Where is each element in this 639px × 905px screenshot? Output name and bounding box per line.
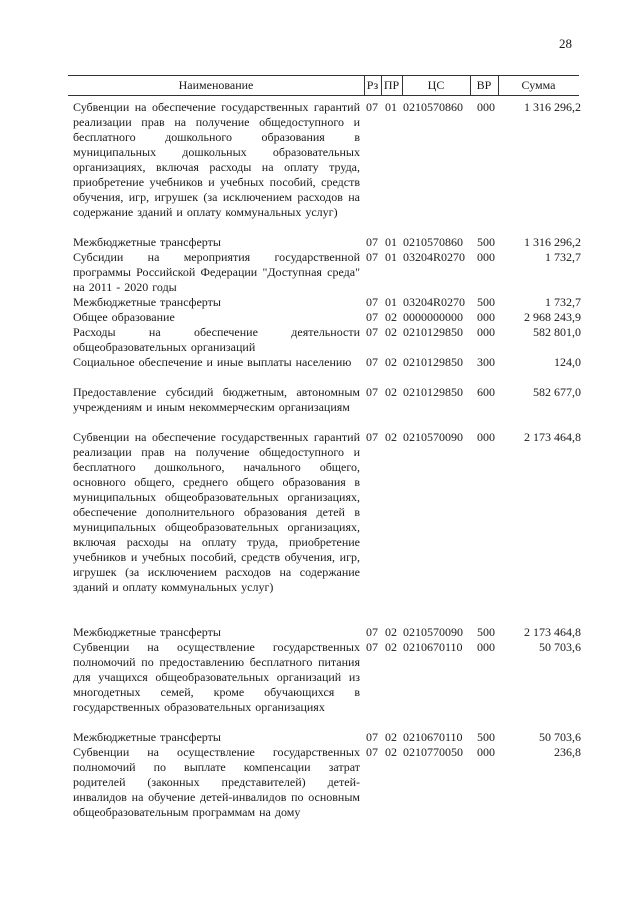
row-sum: 50 703,6 <box>539 640 581 654</box>
row-cs: 0000000000 <box>403 310 463 324</box>
row-pr: 01 <box>385 295 397 309</box>
page-number: 28 <box>559 36 572 51</box>
row-vr: 000 <box>477 325 495 339</box>
table-header <box>68 75 579 96</box>
row-rz: 07 <box>366 100 378 114</box>
row-pr: 02 <box>385 325 397 339</box>
table-row <box>0 355 639 385</box>
row-pr: 01 <box>385 100 397 114</box>
row-cs: 0210129850 <box>403 325 463 339</box>
row-vr: 500 <box>477 235 495 249</box>
row-vr: 300 <box>477 355 495 369</box>
header-name: Наименование <box>178 78 254 92</box>
table-row <box>0 100 639 235</box>
row-pr: 02 <box>385 430 397 444</box>
row-sum: 2 173 464,8 <box>524 625 581 639</box>
table-row <box>0 310 639 325</box>
row-cs: 03204R0270 <box>403 250 466 264</box>
row-vr: 500 <box>477 730 495 744</box>
row-pr: 01 <box>385 250 397 264</box>
row-vr: 600 <box>477 385 495 399</box>
row-cs: 0210570860 <box>403 235 463 249</box>
row-sum: 1 732,7 <box>545 295 581 309</box>
row-cs: 0210670110 <box>403 730 463 744</box>
row-cs: 0210570090 <box>403 625 463 639</box>
row-cs: 0210129850 <box>403 385 463 399</box>
row-rz: 07 <box>366 235 378 249</box>
table-row <box>0 745 639 835</box>
table-row <box>0 325 639 355</box>
row-cs: 0210570860 <box>403 100 463 114</box>
row-sum: 236,8 <box>554 745 581 759</box>
row-vr: 000 <box>477 745 495 759</box>
row-pr: 02 <box>385 745 397 759</box>
row-sum: 582 677,0 <box>533 385 581 399</box>
row-vr: 500 <box>477 625 495 639</box>
header-sum: Сумма <box>521 78 556 92</box>
row-rz: 07 <box>366 730 378 744</box>
table-row <box>0 730 639 745</box>
row-sum: 2 968 243,9 <box>524 310 581 324</box>
table-row <box>0 235 639 250</box>
row-rz: 07 <box>366 295 378 309</box>
row-name: Межбюджетные трансферты <box>73 295 221 309</box>
row-rz: 07 <box>366 385 378 399</box>
header-vr: ВР <box>476 78 492 92</box>
row-name: Предоставление субсидий бюджетным, автономным учреждениям и иным некоммерческим организациям <box>73 385 360 414</box>
header-cs: ЦС <box>427 78 445 92</box>
header-pr: ПР <box>383 78 400 92</box>
row-rz: 07 <box>366 430 378 444</box>
row-name: Межбюджетные трансферты <box>73 730 221 744</box>
row-pr: 02 <box>385 640 397 654</box>
row-sum: 50 703,6 <box>539 730 581 744</box>
row-name: Субвенции на осуществление государственных полномочий по предоставлению бесплатного питания для учащихся общеобразовательных организаций из многодетных семей, кроме обучающихся в государственных образовательных организациях <box>73 640 360 714</box>
row-name: Субвенции на обеспечение государственных гарантий реализации прав на получение общедоступного и бесплатного дошкольного, начального общего, основного общего, среднего общего образования в муниципальных общеобразовательных организациях, обеспечение дополнительного образования детей в муниципальных общеобразовательных организациях, включая расходы на оплату труда, приобретение учебников и учебных пособий, средств обучения, игр, игрушек (за исключением расходов на содержание зданий и оплату коммунальных услуг) <box>73 430 360 594</box>
row-name: Субвенции на обеспечение государственных гарантий реализации прав на получение общедоступного и бесплатного дошкольного образования в муниципальных дошкольных образовательных организациях, включая расходы на оплату труда, приобретение учебников и учебных пособий, средств обучения, игр, игрушек (за исключением расходов на содержание зданий и оплату коммунальных услуг) <box>73 100 360 219</box>
row-sum: 1 316 296,2 <box>524 100 581 114</box>
row-pr: 02 <box>385 355 397 369</box>
header-rz: Рз <box>366 78 379 92</box>
row-name: Субсидии на мероприятия государственной программы Российской Федерации "Доступная среда" на 2011 - 2020 годы <box>73 250 360 294</box>
row-pr: 02 <box>385 385 397 399</box>
row-rz: 07 <box>366 250 378 264</box>
row-name: Межбюджетные трансферты <box>73 235 221 249</box>
row-sum: 1 316 296,2 <box>524 235 581 249</box>
row-pr: 02 <box>385 730 397 744</box>
row-pr: 02 <box>385 310 397 324</box>
table-row <box>0 430 639 625</box>
row-vr: 000 <box>477 100 495 114</box>
table-row <box>0 640 639 730</box>
table-row <box>0 385 639 430</box>
row-cs: 0210129850 <box>403 355 463 369</box>
row-sum: 124,0 <box>554 355 581 369</box>
row-cs: 0210670110 <box>403 640 463 654</box>
budget-table-body <box>0 100 639 835</box>
table-row <box>0 625 639 640</box>
row-vr: 500 <box>477 295 495 309</box>
row-name: Расходы на обеспечение деятельности общеобразовательных организаций <box>73 325 360 354</box>
row-cs: 03204R0270 <box>403 295 466 309</box>
row-sum: 1 732,7 <box>545 250 581 264</box>
row-name: Межбюджетные трансферты <box>73 625 221 639</box>
row-rz: 07 <box>366 640 378 654</box>
row-sum: 2 173 464,8 <box>524 430 581 444</box>
row-rz: 07 <box>366 310 378 324</box>
row-pr: 01 <box>385 235 397 249</box>
table-row <box>0 250 639 295</box>
row-pr: 02 <box>385 625 397 639</box>
row-rz: 07 <box>366 745 378 759</box>
row-cs: 0210770050 <box>403 745 463 759</box>
row-name: Социальное обеспечение и иные выплаты населению <box>73 355 352 369</box>
row-cs: 0210570090 <box>403 430 463 444</box>
table-row <box>0 295 639 310</box>
row-vr: 000 <box>477 430 495 444</box>
row-name: Общее образование <box>73 310 175 324</box>
row-name: Субвенции на осуществление государственных полномочий по выплате компенсации затрат родителей (законных представителей) детей-инвалидов на обучение детей-инвалидов по основным общеобразовательным программам на дому <box>73 745 360 819</box>
row-rz: 07 <box>366 325 378 339</box>
row-vr: 000 <box>477 310 495 324</box>
row-rz: 07 <box>366 625 378 639</box>
row-sum: 582 801,0 <box>533 325 581 339</box>
row-rz: 07 <box>366 355 378 369</box>
row-vr: 000 <box>477 250 495 264</box>
row-vr: 000 <box>477 640 495 654</box>
